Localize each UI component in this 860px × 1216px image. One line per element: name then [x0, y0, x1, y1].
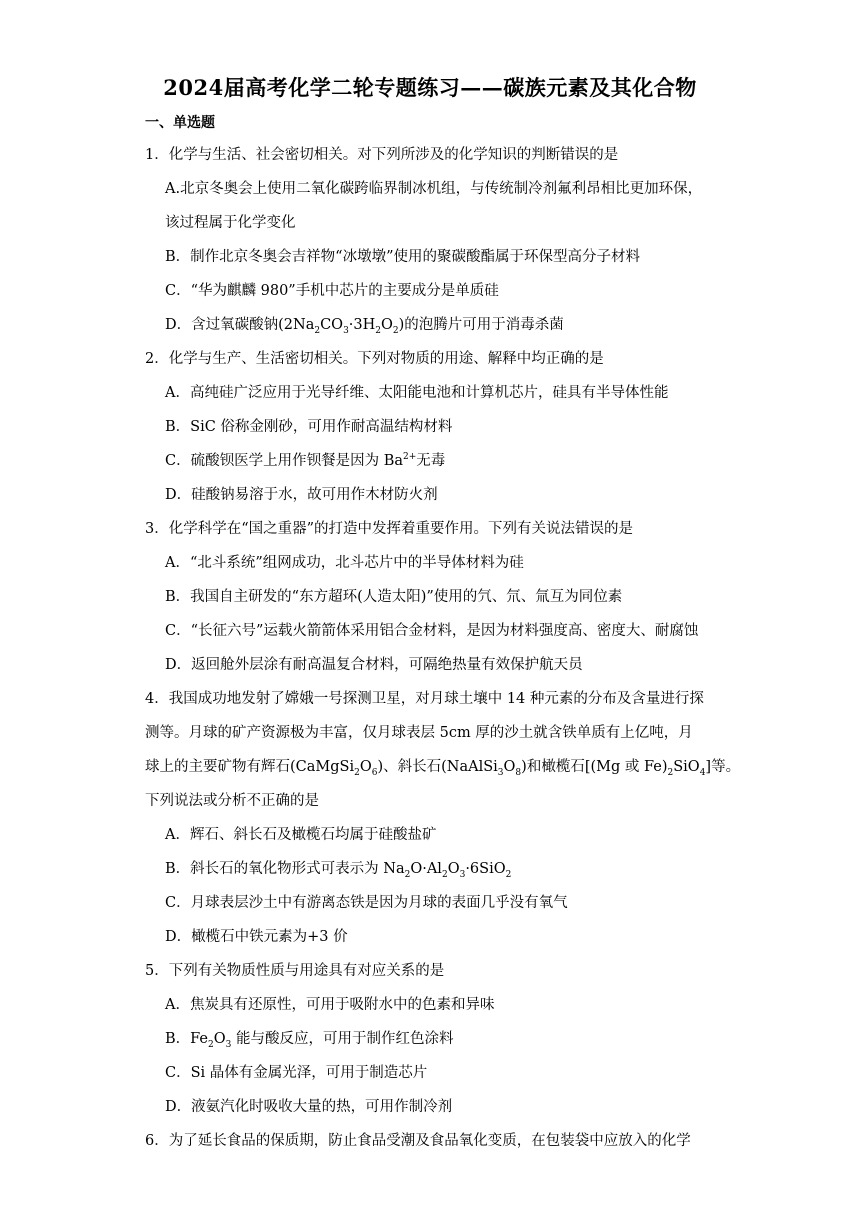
question-4-option-b: B．斜长石的氧化物形式可表示为 $Na_2O\cdot Al_2O_3\cdot 6SiO_2$: [165, 861, 512, 880]
question-2-option-a: A．高纯硅广泛应用于光导纤维、太阳能电池和计算机芯片，硅具有半导体性能: [165, 385, 669, 401]
question-2-option-c: C．硫酸钡医学上用作钡餐是因为 $Ba^{2+}$无毒: [165, 452, 446, 469]
question-5-option-d: D．液氨汽化时吸收大量的热，可用作制冷剂: [165, 1099, 453, 1115]
question-4-stem-line-4: 下列说法或分析不正确的是: [145, 793, 319, 809]
question-2-option-d: D．硅酸钠易溶于水，故可用作木材防火剂: [165, 487, 438, 503]
question-4-option-a: A．辉石、斜长石及橄榄石均属于硅酸盐矿: [165, 827, 437, 843]
question-1-option-d: D．含过氧碳酸钠$(2Na_2CO_3\cdot 3H_2O_2)$的泡腾片可用于消毒杀菌: [165, 317, 564, 336]
question-4-stem-line-2: 测等。月球的矿产资源极为丰富，仅月球表层 5cm 厚的沙土就含铁单质有上亿吨，月: [145, 725, 693, 741]
question-3-option-d: D．返回舱外层涂有耐高温复合材料，可隔绝热量有效保护航天员: [165, 657, 583, 673]
question-4-option-c: C．月球表层沙土中有游离态铁是因为月球的表面几乎没有氧气: [165, 895, 568, 911]
question-1-option-a-cont: 该过程属于化学变化: [165, 215, 296, 231]
question-4-option-d: D．橄榄石中铁元素为+3 价: [165, 929, 348, 945]
question-6-stem: 6．为了延长食品的保质期，防止食品受潮及食品氧化变质，在包装袋中应放入的化学: [145, 1133, 691, 1149]
question-5-option-a: A．焦炭具有还原性，可用于吸附水中的色素和异味: [165, 997, 495, 1013]
question-3-option-a: A．“北斗系统”组网成功，北斗芯片中的半导体材料为硅: [165, 555, 524, 571]
question-5-option-c: C．Si 晶体有金属光泽，可用于制造芯片: [165, 1065, 428, 1081]
question-3-option-b: B．我国自主研发的“东方超环(人造太阳)”使用的氕、氘、氚互为同位素: [165, 589, 623, 605]
question-4-stem-line-3: 球上的主要矿物有辉石$(CaMgSi_2O_6)$、斜长石$(NaAlSi_3O_8)$和橄榄石[(Mg 或 $Fe)_2SiO_4$]等。: [145, 759, 741, 778]
question-1-option-c: C．“华为麒麟 980”手机中芯片的主要成分是单质硅: [165, 283, 499, 299]
page-title: 2024届高考化学二轮专题练习——碳族元素及其化合物: [163, 75, 697, 100]
question-4-stem-line-1: 4．我国成功地发射了嫦娥一号探测卫星，对月球土壤中 14 种元素的分布及含量进行探: [145, 691, 704, 707]
question-2-option-b: B．SiC 俗称金刚砂，可用作耐高温结构材料: [165, 419, 453, 435]
question-1-stem: 1．化学与生活、社会密切相关。对下列所涉及的化学知识的判断错误的是: [145, 147, 619, 163]
question-3-stem: 3．化学科学在“国之重器”的打造中发挥着重要作用。下列有关说法错误的是: [145, 521, 634, 537]
question-list: [145, 138, 741, 1158]
question-5-stem: 5．下列有关物质性质与用途具有对应关系的是: [145, 963, 445, 979]
question-3-option-c: C．“长征六号”运载火箭箭体采用铝合金材料，是因为材料强度高、密度大、耐腐蚀: [165, 623, 699, 639]
question-1-option-a: A.北京冬奥会上使用二氧化碳跨临界制冰机组，与传统制冷剂氟利昂相比更加环保，: [165, 181, 703, 197]
question-5-option-b: B．$Fe_2O_3$ 能与酸反应，可用于制作红色涂料: [165, 1031, 454, 1050]
section-heading: 一、单选题: [145, 115, 215, 131]
question-2-stem: 2．化学与生产、生活密切相关。下列对物质的用途、解释中均正确的是: [145, 351, 604, 367]
question-1-option-b: B．制作北京冬奥会吉祥物“冰墩墩”使用的聚碳酸酯属于环保型高分子材料: [165, 249, 640, 265]
